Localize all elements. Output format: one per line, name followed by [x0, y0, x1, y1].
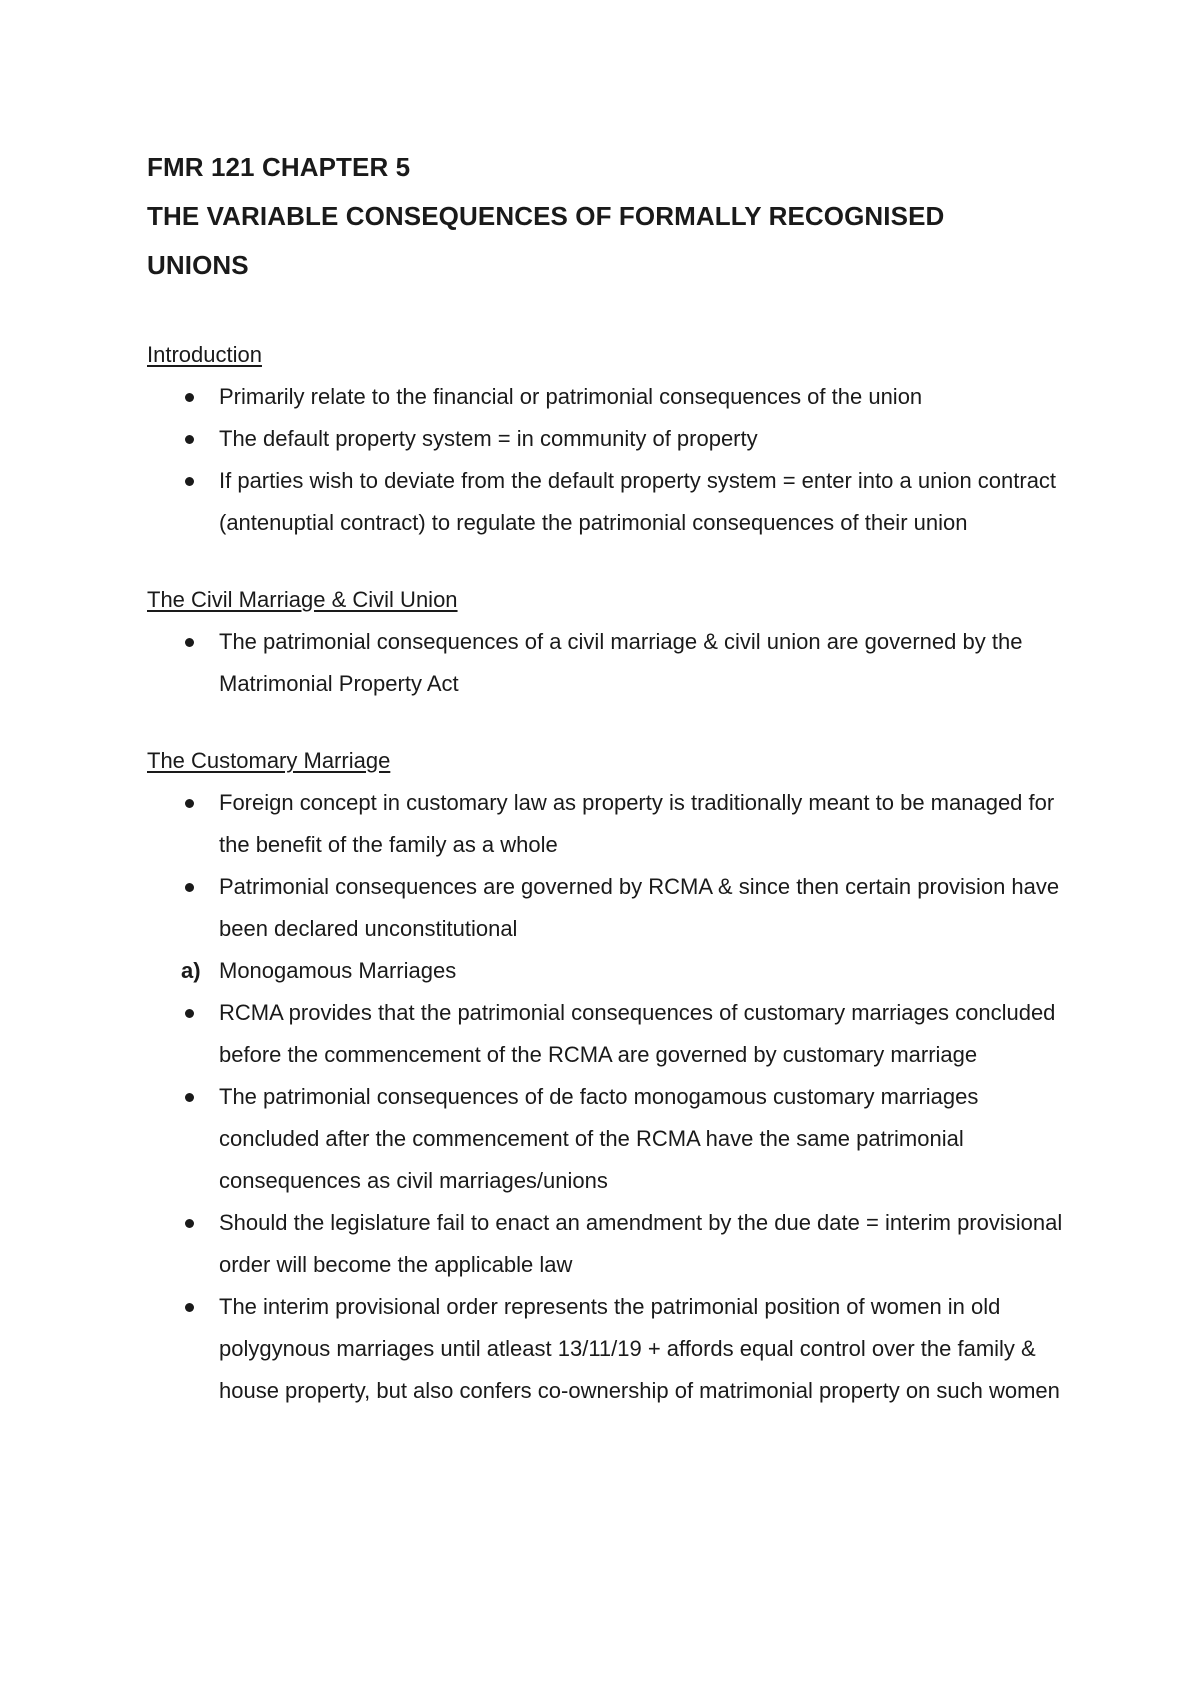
list-item — [147, 376, 1077, 418]
section-heading-introduction: Introduction — [147, 342, 262, 367]
section-customary-marriage — [147, 740, 1077, 1412]
list-item-text: RCMA provides that the patrimonial consequences of customary marriages concluded before the commencement of the RCMA are governed by customary marriage — [219, 1000, 1056, 1067]
section-civil-marriage — [147, 579, 1077, 705]
list-item-text: The patrimonial consequences of de facto monogamous customary marriages concluded after the commencement of the RCMA have the same patrimonial consequences as civil marriages/unions — [219, 1084, 979, 1193]
bullet-icon — [185, 638, 194, 647]
list-item — [147, 1286, 1077, 1412]
bullet-icon — [185, 435, 194, 444]
list-item — [147, 621, 1077, 705]
list-item-text: The interim provisional order represents the patrimonial position of women in old polygynous marriages until atleast 13/11/19 + affords equal control over the family & house property, but also confers co-ownership of matrimonial property on such women — [219, 1294, 1060, 1403]
list-item-text: If parties wish to deviate from the default property system = enter into a union contract (antenuptial contract) to regulate the patrimonial consequences of their union — [219, 468, 1057, 535]
list-item — [147, 866, 1077, 950]
bullet-icon — [185, 1009, 194, 1018]
section-introduction — [147, 334, 1077, 544]
list-item — [147, 460, 1077, 544]
section-heading-customary-marriage: The Customary Marriage — [147, 748, 391, 773]
list-item — [147, 1202, 1077, 1286]
bullet-icon — [185, 883, 194, 892]
list-item — [147, 1076, 1077, 1202]
list-item-text: The default property system = in community of property — [219, 426, 758, 451]
list-item-text: Should the legislature fail to enact an amendment by the due date = interim provisional order will become the applicable law — [219, 1210, 1063, 1277]
document-title-line-1: FMR 121 CHAPTER 5 — [147, 152, 411, 182]
bullet-icon — [185, 1093, 194, 1102]
bullet-icon — [185, 1303, 194, 1312]
civil-marriage-list — [147, 621, 1077, 705]
list-item-text: Patrimonial consequences are governed by RCMA & since then certain provision have been declared unconstitutional — [219, 874, 1060, 941]
document-title-line-2: THE VARIABLE CONSEQUENCES OF FORMALLY RECOGNISED — [147, 201, 945, 231]
list-item-text: The patrimonial consequences of a civil marriage & civil union are governed by the Matrimonial Property Act — [219, 629, 1023, 696]
list-item-letter-marker: a) — [181, 958, 201, 983]
customary-marriage-list — [147, 782, 1077, 1412]
list-item — [147, 782, 1077, 866]
bullet-icon — [185, 393, 194, 402]
list-item — [147, 992, 1077, 1076]
list-item-subheading — [147, 950, 1077, 992]
list-item-text: Primarily relate to the financial or patrimonial consequences of the union — [219, 384, 923, 409]
bullet-icon — [185, 1219, 194, 1228]
document-title-line-3: UNIONS — [147, 250, 249, 280]
list-item-text: Foreign concept in customary law as property is traditionally meant to be managed for the benefit of the family as a whole — [219, 790, 1055, 857]
introduction-list — [147, 376, 1077, 544]
bullet-icon — [185, 799, 194, 808]
list-item — [147, 418, 1077, 460]
list-item-text: Monogamous Marriages — [219, 958, 457, 983]
bullet-icon — [185, 477, 194, 486]
document-content — [147, 143, 1077, 1412]
section-heading-civil-marriage: The Civil Marriage & Civil Union — [147, 587, 458, 612]
